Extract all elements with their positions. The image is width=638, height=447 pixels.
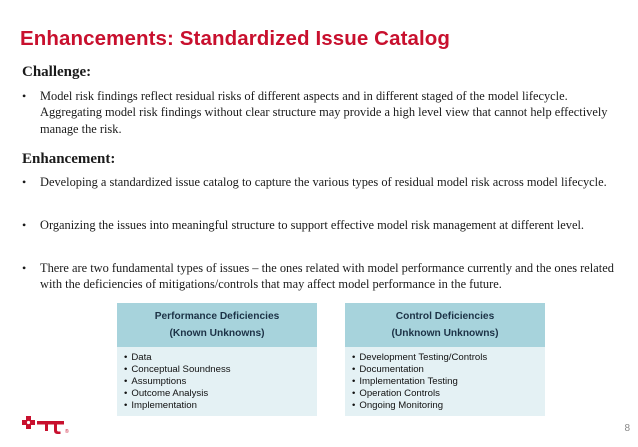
slide-title: Enhancements: Standardized Issue Catalog: [20, 27, 451, 50]
list-item: • Ongoing Monitoring: [352, 400, 545, 412]
list-item: • Outcome Analysis: [124, 388, 317, 400]
list-item: • Assumptions: [124, 376, 317, 388]
enhancement-bullet: [22, 260, 622, 293]
box-list: [345, 347, 545, 412]
bullet-dot: •: [22, 89, 27, 103]
key-logo-icon: [20, 411, 74, 437]
box-header: [117, 303, 317, 347]
box-subtitle: (Known Unknowns): [169, 328, 265, 339]
list-item: • Operation Controls: [352, 388, 545, 400]
box-subtitle: (Unknown Unknowns): [391, 328, 499, 339]
list-item: • Implementation: [124, 400, 317, 412]
bullet-text: Organizing the issues into meaningful structure to support effective model risk management at different level.: [40, 218, 585, 232]
enhancement-bullet: [22, 217, 622, 233]
box-list: [117, 347, 317, 412]
enhancement-bullet: [22, 174, 622, 190]
list-item: • Data: [124, 352, 317, 364]
performance-deficiencies-box: [117, 303, 317, 416]
enhancement-heading: Enhancement:: [22, 151, 116, 167]
box-title: Control Deficiencies: [395, 311, 495, 322]
list-item: • Implementation Testing: [352, 376, 545, 388]
box-header: [345, 303, 545, 347]
box-title: Performance Deficiencies: [154, 311, 280, 322]
challenge-bullet: [22, 88, 622, 137]
registered-mark: ®: [65, 429, 69, 435]
list-item: • Development Testing/Controls: [352, 352, 545, 364]
list-item: • Documentation: [352, 364, 545, 376]
list-item: • Conceptual Soundness: [124, 364, 317, 376]
bullet-text: Developing a standardized issue catalog to capture the various types of residual model risk across model lifecycle.: [40, 175, 607, 189]
control-deficiencies-box: [345, 303, 545, 416]
bullet-dot: •: [22, 218, 27, 232]
bullet-dot: •: [22, 261, 27, 275]
bullet-dot: •: [22, 175, 27, 189]
bullet-text: There are two fundamental types of issues – the ones related with model performance currently and the ones related with the deficiencies of mitigations/controls that may affect model performance in the future.: [40, 261, 614, 292]
page-number: 8: [624, 423, 630, 434]
challenge-heading: Challenge:: [22, 64, 92, 80]
bullet-text: Model risk findings reflect residual risks of different aspects and in different staged of the model lifecycle. Aggregating model risk findings without clear structure may provide a high level view that cannot help effectively manage the risk.: [40, 89, 608, 136]
